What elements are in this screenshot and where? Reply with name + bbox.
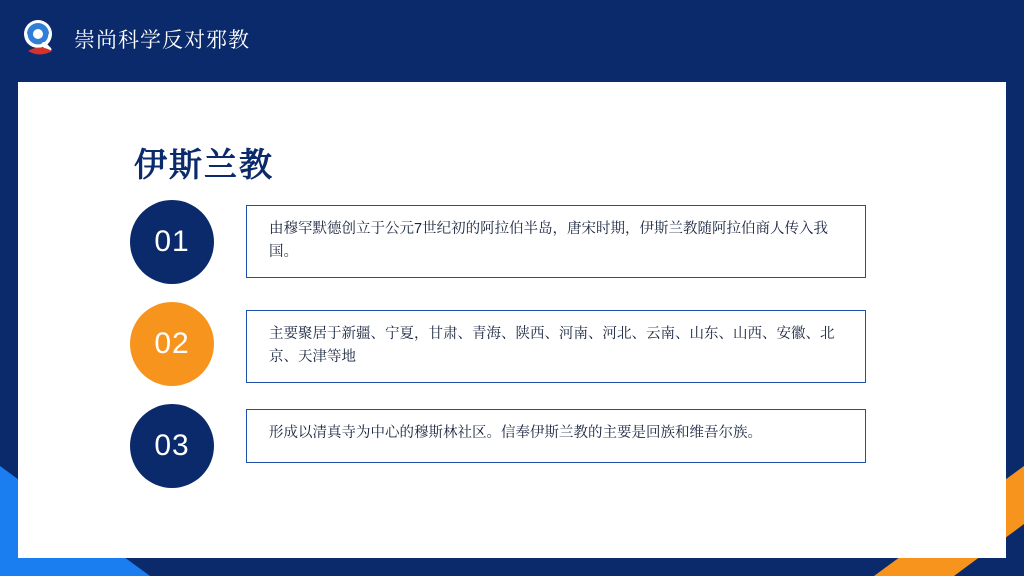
item-text-box: 由穆罕默德创立于公元7世纪初的阿拉伯半岛，唐宋时期，伊斯兰教随阿拉伯商人传入我国。 bbox=[246, 205, 866, 278]
content-panel bbox=[18, 82, 1006, 558]
item-number-badge: 02 bbox=[130, 302, 214, 386]
magnifier-globe-icon bbox=[18, 17, 62, 61]
item-text-box: 形成以清真寺为中心的穆斯林社区。信奉伊斯兰教的主要是回族和维吾尔族。 bbox=[246, 409, 866, 463]
list-item bbox=[130, 302, 890, 386]
brand-title: 崇尚科学反对邪教 bbox=[74, 29, 250, 52]
page-title: 伊斯兰教 bbox=[134, 146, 274, 183]
list-item bbox=[130, 200, 890, 284]
list-item bbox=[130, 404, 890, 488]
item-number-badge: 01 bbox=[130, 200, 214, 284]
bullet-list bbox=[130, 200, 890, 506]
slide-header bbox=[0, 0, 1024, 78]
item-text-box: 主要聚居于新疆、宁夏，甘肃、青海、陕西、河南、河北、云南、山东、山西、安徽、北京、天津等地 bbox=[246, 310, 866, 383]
item-number-badge: 03 bbox=[130, 404, 214, 488]
